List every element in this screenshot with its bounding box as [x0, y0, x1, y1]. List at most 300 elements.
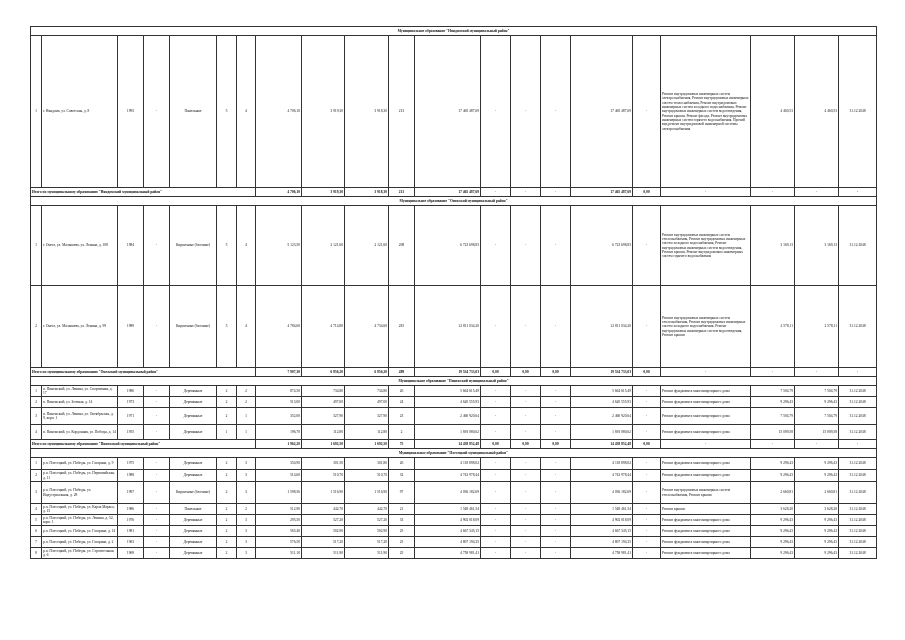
total-c3-cell: -	[541, 188, 571, 197]
section-title: Муниципальное образование "Няндомский муниципальный район"	[31, 27, 877, 36]
other-cell: -	[633, 408, 661, 425]
year-cell: 1984	[118, 206, 144, 286]
table-row	[31, 425, 877, 440]
local-budget-cell: -	[541, 504, 571, 515]
section-total-row	[31, 440, 877, 449]
unit-cost-cell: 3 169,13	[751, 206, 795, 286]
section-total-row	[31, 188, 877, 197]
wall-material-cell: Деревянные	[170, 548, 217, 559]
budget-cell: -	[511, 36, 541, 188]
year-cell: 1963	[118, 537, 144, 548]
fund-cell: -	[481, 36, 511, 188]
entrances-cell: 2	[237, 504, 256, 515]
owners-funds-cell: 4 807 194,35	[571, 537, 633, 548]
works-list-cell: Ремонт фундамента многоквартирного дома	[661, 548, 751, 559]
row-number: 5	[31, 515, 42, 526]
dash-cell: -	[144, 515, 170, 526]
other-cell: -	[633, 458, 661, 470]
budget-cell: -	[511, 482, 541, 504]
total-c1-cell: -	[481, 188, 511, 197]
residents-cell: 97	[389, 482, 415, 504]
residential-area-cell: 3 919,30	[302, 36, 345, 188]
document-page	[30, 26, 876, 559]
address-cell: г. Няндома, ул. Советская, д. 8	[42, 36, 118, 188]
year-cell: 1975	[118, 458, 144, 470]
local-budget-cell: -	[541, 482, 571, 504]
address-cell: г. Онега, ул. Малышева, ул. Ленина, д. 99	[42, 286, 118, 368]
max-cost-cell: 7 504,79	[795, 386, 839, 397]
private-area-cell: 527,20	[345, 515, 389, 526]
dash-cell: -	[144, 386, 170, 397]
residents-cell: 2	[389, 425, 415, 440]
max-cost-cell: 2 660,81	[795, 482, 839, 504]
unit-cost-cell: 9 296,43	[751, 526, 795, 537]
year-cell: 1997	[118, 482, 144, 504]
section-header-row	[31, 197, 877, 206]
floors-cell: 1	[217, 425, 237, 440]
floors-cell: 2	[217, 526, 237, 537]
total-empty-cell: -	[839, 440, 877, 449]
total-area-cell: 4 784,60	[256, 286, 302, 368]
unit-cost-cell: 9 296,43	[751, 537, 795, 548]
entrances-cell: 3	[237, 526, 256, 537]
total-c5-cell: 0,00	[633, 440, 661, 449]
dash-cell: -	[144, 206, 170, 286]
deadline-cell: 31.12.2048	[839, 482, 877, 504]
address-cell: п. Пинежский, ул. Кордонная, ул. Победы, д. 14	[42, 425, 118, 440]
deadline-cell: 31.12.2048	[839, 515, 877, 526]
table-row	[31, 482, 877, 504]
owners-funds-cell: 1 548 461,54	[571, 504, 633, 515]
private-area-cell: 511,90	[345, 548, 389, 559]
total-label: Итого по муниципальному образованию "Няндомский муниципальный район"	[31, 188, 256, 197]
address-cell: р.п. Плесецкий, ул. Победы, ул. Гагарина, д. 2	[42, 537, 118, 548]
residents-cell: 208	[389, 206, 415, 286]
max-cost-cell: 2 578,11	[795, 286, 839, 368]
table-row	[31, 504, 877, 515]
local-budget-cell: -	[541, 537, 571, 548]
works-list-cell: Ремонт фундамента многоквартирного дома	[661, 425, 751, 440]
dash-cell: -	[144, 548, 170, 559]
entrances-cell: 2	[237, 397, 256, 408]
local-budget-cell: -	[541, 458, 571, 470]
wall-material-cell: Панельные	[170, 504, 217, 515]
unit-cost-cell: 15 009,58	[751, 425, 795, 440]
cost-cell: 4 667 345,15	[415, 526, 481, 537]
owners-funds-cell: 4 036 182,69	[571, 482, 633, 504]
residents-cell: 21	[389, 504, 415, 515]
residential-area-cell: 527,20	[302, 515, 345, 526]
residential-area-cell: 510,70	[302, 470, 345, 482]
max-cost-cell: 9 296,43	[795, 470, 839, 482]
works-list-cell: Ремонт внутридомовых инженерных систем теплоснабжения, Ремонт внутридомовых инженерных систем холодного водоснабжения, Ремонт внутридомовых инженерных систем водоотведения, Ремонт крыши	[661, 286, 751, 368]
cost-cell: 4 758 981,41	[415, 548, 481, 559]
unit-cost-cell: 2 578,11	[751, 286, 795, 368]
deadline-cell: 31.12.2048	[839, 408, 877, 425]
floors-cell: 2	[217, 408, 237, 425]
local-budget-cell: -	[541, 526, 571, 537]
owners-funds-cell: 4 620 555,93	[571, 397, 633, 408]
budget-cell: -	[511, 206, 541, 286]
residential-area-cell: 327,90	[302, 408, 345, 425]
fund-cell: -	[481, 515, 511, 526]
row-number: 7	[31, 537, 42, 548]
works-list-cell: Ремонт внутридомовых инженерных систем электроснабжения, Ремонт внутридомовых инженерных систем теплоснабжения, Ремонт внутридомовых инженерных систем холодного водоснабжения, Ремонт внутридомовых инженерных систем водоотведения, Ремонт крыши, Ремонт фасада, Ремонт внутридомовых инженерных систем горячего водоснабжения, Прочий вид ремонт внутридомовой инженерной системы электроснабжения	[661, 36, 751, 188]
address-cell: п. Пинежский, ул. Ленина, ул. Спортивная, д. 17	[42, 386, 118, 397]
total-empty-cell: -	[839, 368, 877, 377]
table-row	[31, 537, 877, 548]
local-budget-cell: -	[541, 397, 571, 408]
unit-cost-cell: 7 504,79	[751, 386, 795, 397]
total-c6-cell: -	[661, 188, 751, 197]
dash-cell: -	[144, 526, 170, 537]
unit-cost-cell: 9 296,43	[751, 458, 795, 470]
wall-material-cell: Деревянные	[170, 425, 217, 440]
total-c3-cell: 0,00	[541, 368, 571, 377]
budget-cell: -	[511, 470, 541, 482]
budget-cell: -	[511, 458, 541, 470]
address-cell: р.п. Плесецкий, ул. Победы, ул. Строительная, д. 6	[42, 548, 118, 559]
residential-area-cell: 2 121,60	[302, 206, 345, 286]
deadline-cell: 31.12.2048	[839, 36, 877, 188]
fund-cell: -	[481, 548, 511, 559]
local-budget-cell: -	[541, 386, 571, 397]
residential-area-cell: 734,80	[302, 386, 345, 397]
total-area-cell: 196,70	[256, 425, 302, 440]
residential-area-cell: 517,20	[302, 537, 345, 548]
total-empty-cell: -	[839, 188, 877, 197]
total-area-cell: 354,90	[256, 458, 302, 470]
entrances-cell: 3	[237, 470, 256, 482]
year-cell: 1980	[118, 386, 144, 397]
other-cell: -	[633, 386, 661, 397]
owners-funds-cell: 4 118 898,02	[571, 458, 633, 470]
total-area-cell: 874,50	[256, 386, 302, 397]
local-budget-cell: -	[541, 515, 571, 526]
wall-material-cell: Деревянные	[170, 470, 217, 482]
deadline-cell: 31.12.2048	[839, 206, 877, 286]
total-c6-cell: -	[661, 368, 751, 377]
dash-cell: -	[144, 504, 170, 515]
cost-cell: 4 902 018,09	[415, 515, 481, 526]
cost-cell: 4 118 898,02	[415, 458, 481, 470]
total-people-cell: 489	[389, 368, 415, 377]
total-c7-cell: -	[751, 188, 795, 197]
row-number: 3	[31, 482, 42, 504]
works-list-cell: Ремонт крыши	[661, 504, 751, 515]
floors-cell: 2	[217, 397, 237, 408]
budget-cell: -	[511, 526, 541, 537]
wall-material-cell: Кирпичные (блочные)	[170, 286, 217, 368]
local-budget-cell: -	[541, 548, 571, 559]
table-row	[31, 36, 877, 188]
wall-material-cell: Деревянные	[170, 408, 217, 425]
deadline-cell: 31.12.2048	[839, 537, 877, 548]
total-area-priv-cell: 3 918,30	[345, 188, 389, 197]
table-row	[31, 458, 877, 470]
owners-funds-cell: 6 723 698,83	[571, 206, 633, 286]
deadline-cell: 31.12.2048	[839, 386, 877, 397]
private-area-cell: 327,90	[345, 408, 389, 425]
deadline-cell: 31.12.2048	[839, 458, 877, 470]
fund-cell: -	[481, 526, 511, 537]
total-cost-fund-cell: 17 465 487,69	[571, 188, 633, 197]
fund-cell: -	[481, 425, 511, 440]
budget-cell: -	[511, 425, 541, 440]
section-header-row	[31, 449, 877, 458]
private-area-cell: 301,80	[345, 458, 389, 470]
fund-cell: -	[481, 286, 511, 368]
budget-cell: -	[511, 504, 541, 515]
address-cell: р.п. Плесецкий, ул. Победы, ул. Первомайская, д. 11	[42, 470, 118, 482]
works-list-cell: Ремонт фундамента многоквартирного дома	[661, 537, 751, 548]
total-c6-cell: -	[661, 440, 751, 449]
cost-cell: 4 743 978,44	[415, 470, 481, 482]
residential-area-cell: 301,50	[302, 458, 345, 470]
private-area-cell: 442,70	[345, 504, 389, 515]
dash-cell: -	[144, 458, 170, 470]
owners-funds-cell: 4 902 018,09	[571, 515, 633, 526]
year-cell: 1976	[118, 515, 144, 526]
cost-cell: 6 723 698,83	[415, 206, 481, 286]
fund-cell: -	[481, 386, 511, 397]
budget-cell: -	[511, 537, 541, 548]
section-title: Муниципальное образование "Плесецкий муниципальный район"	[31, 449, 877, 458]
other-cell: -	[633, 470, 661, 482]
table-row	[31, 515, 877, 526]
works-list-cell: Ремонт фундамента многоквартирного дома	[661, 515, 751, 526]
table-row	[31, 470, 877, 482]
total-area-cell: 513,00	[256, 397, 302, 408]
total-cost-cell: 19 534 733,03	[415, 368, 481, 377]
residents-cell: 25	[389, 526, 415, 537]
total-area-cell: 1 598,56	[256, 482, 302, 504]
residential-area-cell: 502,90	[302, 526, 345, 537]
total-area-total-cell: 4 706,10	[256, 188, 302, 197]
owners-funds-cell: 5 664 615,49	[571, 386, 633, 397]
section-title: Муниципальное образование "Пинежский муниципальный район"	[31, 377, 877, 386]
dash-cell: -	[144, 408, 170, 425]
private-area-cell: 2 121,60	[345, 206, 389, 286]
max-cost-cell: 4 460,53	[795, 36, 839, 188]
dash-cell: -	[144, 286, 170, 368]
floors-cell: 2	[217, 537, 237, 548]
address-cell: п. Пинежский, ул. Ленина, ул. Октябрьская, д. 9, корп. 1	[42, 408, 118, 425]
floors-cell: 2	[217, 470, 237, 482]
works-list-cell: Ремонт фундамента многоквартирного дома	[661, 397, 751, 408]
year-cell: 1993	[118, 36, 144, 188]
year-cell: 1969	[118, 548, 144, 559]
private-area-cell: 517,20	[345, 537, 389, 548]
max-cost-cell: 9 296,43	[795, 548, 839, 559]
total-area-priv-cell: 6 856,20	[345, 368, 389, 377]
total-c5-cell: 0,00	[633, 368, 661, 377]
total-c8-cell: -	[795, 188, 839, 197]
max-cost-cell: 3 169,13	[795, 206, 839, 286]
cost-cell: 2 460 920,64	[415, 408, 481, 425]
total-c7-cell: -	[751, 440, 795, 449]
wall-material-cell: Деревянные	[170, 386, 217, 397]
address-cell: р.п. Плесецкий, ул. Победы, ул. Гагарина, д. 14	[42, 526, 118, 537]
total-people-cell: 213	[389, 188, 415, 197]
table-row	[31, 286, 877, 368]
total-area-total-cell: 1 962,20	[256, 440, 302, 449]
owners-funds-cell: 4 743 978,44	[571, 470, 633, 482]
fund-cell: -	[481, 408, 511, 425]
unit-cost-cell: 9 296,43	[751, 515, 795, 526]
section-header-row	[31, 377, 877, 386]
residential-area-cell: 4 714,80	[302, 286, 345, 368]
residential-area-cell: 497,00	[302, 397, 345, 408]
cost-cell: 12 811 034,20	[415, 286, 481, 368]
other-cell: -	[633, 482, 661, 504]
fund-cell: -	[481, 470, 511, 482]
other-cell: -	[633, 548, 661, 559]
owners-funds-cell: 12 811 034,20	[571, 286, 633, 368]
dash-cell: -	[144, 470, 170, 482]
local-budget-cell: -	[541, 470, 571, 482]
total-area-total-cell: 7 907,30	[256, 368, 302, 377]
wall-material-cell: Панельные	[170, 36, 217, 188]
private-area-cell: 4 734,60	[345, 286, 389, 368]
residents-cell: 32	[389, 470, 415, 482]
fund-cell: -	[481, 504, 511, 515]
max-cost-cell: 9 296,43	[795, 537, 839, 548]
year-cell: 1981	[118, 526, 144, 537]
cost-cell: 1 693 080,62	[415, 425, 481, 440]
entrances-cell: 2	[237, 386, 256, 397]
unit-cost-cell: 3 628,20	[751, 504, 795, 515]
total-area-cell: 511,10	[256, 548, 302, 559]
total-c3-cell: 0,00	[541, 440, 571, 449]
budget-cell: -	[511, 515, 541, 526]
address-cell: р.п. Плесецкий, ул. Победы, ул. Гагарина, д. 9	[42, 458, 118, 470]
residential-area-cell: 511,90	[302, 548, 345, 559]
cost-cell: 17 465 487,69	[415, 36, 481, 188]
budget-cell: -	[511, 386, 541, 397]
other-cell: -	[633, 504, 661, 515]
residents-cell: 23	[389, 408, 415, 425]
cost-cell: 5 664 615,49	[415, 386, 481, 397]
private-area-cell: 510,70	[345, 470, 389, 482]
max-cost-cell: 9 296,43	[795, 458, 839, 470]
local-budget-cell: -	[541, 206, 571, 286]
total-area-cell: 4 706,10	[256, 36, 302, 188]
total-people-cell: 75	[389, 440, 415, 449]
total-label: Итого по муниципальному образованию "Пинежский муниципальный район"	[31, 440, 256, 449]
total-c8-cell: -	[795, 368, 839, 377]
entrances-cell: 1	[237, 425, 256, 440]
local-budget-cell: -	[541, 425, 571, 440]
unit-cost-cell: 4 460,53	[751, 36, 795, 188]
entrances-cell: 3	[237, 537, 256, 548]
owners-funds-cell: 17 465 487,69	[571, 36, 633, 188]
works-list-cell: Ремонт фундамента многоквартирного дома	[661, 408, 751, 425]
private-area-cell: 734,80	[345, 386, 389, 397]
max-cost-cell: 9 296,43	[795, 526, 839, 537]
residents-cell: 24	[389, 397, 415, 408]
total-c2-cell: 0,00	[511, 368, 541, 377]
total-cost-fund-cell: 19 534 733,03	[571, 368, 633, 377]
entrances-cell: 3	[237, 548, 256, 559]
total-c5-cell: 0,00	[633, 188, 661, 197]
deadline-cell: 31.12.2048	[839, 425, 877, 440]
budget-cell: -	[511, 548, 541, 559]
works-list-cell: Ремонт фундамента многоквартирного дома	[661, 458, 751, 470]
local-budget-cell: -	[541, 286, 571, 368]
works-list-cell: Ремонт внутридомовых инженерных систем теплоснабжения, Ремонт крыши	[661, 482, 751, 504]
total-area-cell: 512,90	[256, 504, 302, 515]
row-number: 1	[31, 386, 42, 397]
table-row	[31, 397, 877, 408]
residential-area-cell: 1 516,90	[302, 482, 345, 504]
max-cost-cell: 7 504,79	[795, 408, 839, 425]
year-cell: 1988	[118, 470, 144, 482]
other-cell: -	[633, 526, 661, 537]
floors-cell: 2	[217, 482, 237, 504]
residents-cell: 281	[389, 286, 415, 368]
total-area-res-cell: 1 692,50	[302, 440, 345, 449]
total-area-cell: 514,60	[256, 470, 302, 482]
fund-cell: -	[481, 482, 511, 504]
address-cell: г. Онега, ул. Малышева, ул. Ленина, д. 108	[42, 206, 118, 286]
wall-material-cell: Кирпичные (блочные)	[170, 206, 217, 286]
table-row	[31, 386, 877, 397]
works-list-cell: Ремонт фундамента многоквартирного дома	[661, 386, 751, 397]
max-cost-cell: 3 628,20	[795, 504, 839, 515]
floors-cell: 5	[217, 286, 237, 368]
row-number: 4	[31, 504, 42, 515]
section-title: Муниципальное образование "Онежский муниципальный район"	[31, 197, 877, 206]
other-cell: -	[633, 286, 661, 368]
wall-material-cell: Деревянные	[170, 397, 217, 408]
dash-cell: -	[144, 425, 170, 440]
fund-cell: -	[481, 397, 511, 408]
wall-material-cell: Деревянные	[170, 537, 217, 548]
total-c7-cell: -	[751, 368, 795, 377]
cost-cell: 1 548 461,54	[415, 504, 481, 515]
row-number: 1	[31, 458, 42, 470]
total-c2-cell: 0,00	[511, 440, 541, 449]
total-area-cell: 5 123,50	[256, 206, 302, 286]
wall-material-cell: Деревянные	[170, 526, 217, 537]
other-cell: -	[633, 36, 661, 188]
other-cell: -	[633, 515, 661, 526]
entrances-cell: 3	[237, 458, 256, 470]
works-list-cell: Ремонт фундамента многоквартирного дома	[661, 526, 751, 537]
total-area-cell: 352,00	[256, 408, 302, 425]
residential-area-cell: 442,70	[302, 504, 345, 515]
private-area-cell: 502,90	[345, 526, 389, 537]
total-area-cell: 565,40	[256, 526, 302, 537]
row-number: 2	[31, 470, 42, 482]
max-cost-cell: 9 296,43	[795, 515, 839, 526]
total-area-res-cell: 3 919,30	[302, 188, 345, 197]
row-number: 2	[31, 397, 42, 408]
local-budget-cell: -	[541, 36, 571, 188]
total-area-res-cell: 6 856,20	[302, 368, 345, 377]
row-number: 6	[31, 526, 42, 537]
table-row	[31, 408, 877, 425]
deadline-cell: 31.12.2048	[839, 526, 877, 537]
total-c1-cell: 0,00	[481, 368, 511, 377]
fund-cell: -	[481, 537, 511, 548]
unit-cost-cell: 9 296,43	[751, 548, 795, 559]
owners-funds-cell: 2 460 920,64	[571, 408, 633, 425]
private-area-cell: 3 918,30	[345, 36, 389, 188]
floors-cell: 2	[217, 548, 237, 559]
owners-funds-cell: 1 693 080,62	[571, 425, 633, 440]
